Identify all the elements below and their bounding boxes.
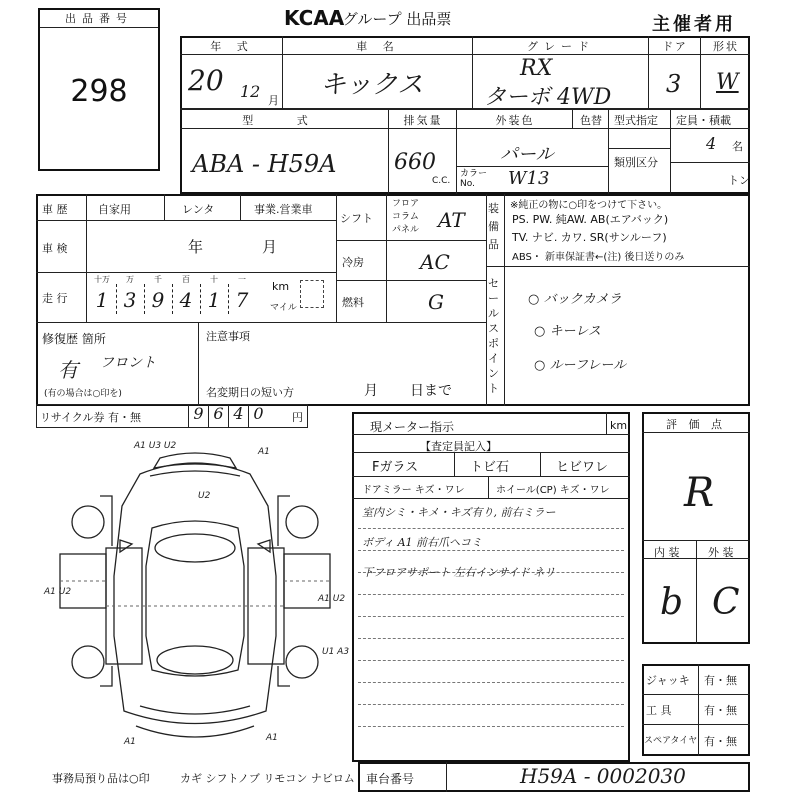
repair-label: 修復歴 箇所 <box>42 332 106 346</box>
score-label: 評 価 点 <box>666 418 726 431</box>
diagram-mark-left: A1 U2 <box>44 587 72 597</box>
shift-option-floor: フロア <box>392 199 420 209</box>
month-value: 12 <box>240 82 261 101</box>
mile-unit: マイル <box>270 303 297 313</box>
grade-label: グレード <box>527 40 595 53</box>
diagram-mark-hood: U2 <box>198 491 211 501</box>
equipment-line1: PS. PW. 純AW. AB(エアバック) <box>512 213 669 226</box>
spare-options: 有・無 <box>704 735 737 748</box>
note-line <box>358 704 624 705</box>
selling-point-3: ○ ルーフレール <box>534 358 627 373</box>
inspector-note-3: 下フロアサポート 左右インサイド ネリ <box>362 566 556 579</box>
equipment-line3: ABS・ 新車保証書←(注) 後日送りのみ <box>512 252 685 263</box>
shift-value: AT <box>438 208 465 232</box>
ac-label: 冷房 <box>342 256 364 269</box>
rental-option: レンタ <box>182 203 215 216</box>
recycle-digit: 0 <box>248 404 268 428</box>
shift-option-column: コラム <box>392 212 419 222</box>
capacity-label: 定員・積載 <box>676 114 731 127</box>
year-label: 年 式 <box>210 40 254 53</box>
capacity-unit: 名 <box>732 140 743 153</box>
mileage-digit: 3 <box>123 288 137 312</box>
recycle-digit: 4 <box>228 404 248 428</box>
mileage-digit: 9 <box>151 288 165 312</box>
shift-option-panel: パネル <box>392 225 420 235</box>
inspector-title: 【査定員記入】 <box>420 440 497 453</box>
note-line <box>358 726 624 727</box>
tools-options: 有・無 <box>704 704 737 717</box>
color-no-value: W13 <box>508 168 550 189</box>
car-name-label: 車 名 <box>356 40 400 53</box>
lot-number-label: 出品番号 <box>40 10 158 28</box>
history-label: 車 歴 <box>42 203 68 216</box>
mileage-digit-unit: 万 <box>126 275 134 284</box>
diagram-mark-front: A1 U3 U2 <box>134 441 177 451</box>
cc-unit: C.C. <box>432 176 451 186</box>
name-change-day: 日まで <box>410 383 452 399</box>
wheel-label: ホイール(CP) キズ・ワレ <box>496 485 610 496</box>
brand-logo: KCAA <box>284 6 345 30</box>
inspector-note-2: ボディ A1 前右爪ヘコミ <box>362 536 483 549</box>
selling-point-1: ○ バックカメラ <box>528 292 622 307</box>
mileage-digit: 1 <box>95 288 109 312</box>
interior-score: b <box>660 582 684 623</box>
recycle-label: リサイクル券 有・無 <box>40 411 141 424</box>
ton-unit: トン <box>728 174 750 187</box>
selling-point-2: ○ キーレス <box>534 324 601 339</box>
organizer-label: 主催者用 <box>652 14 736 35</box>
lot-number-box <box>38 8 160 171</box>
shift-label: シフト <box>340 212 373 225</box>
jack-label: ジャッキ <box>646 674 690 687</box>
recycle-digit: 9 <box>188 404 208 428</box>
tools-label: 工 具 <box>646 704 672 717</box>
repair-location: フロント <box>100 355 156 371</box>
inspector-note-1: 室内シミ・キメ・キズ有り, 前右ミラー <box>362 506 556 519</box>
lot-number-value: 298 <box>70 74 128 109</box>
chip-label: トビ石 <box>470 460 510 475</box>
mileage-digit: 7 <box>235 288 249 312</box>
exterior-label: 外 装 <box>708 546 734 559</box>
car-name-value: キックス <box>320 70 424 100</box>
diagram-mark-rear-left: A1 <box>124 737 136 747</box>
diagram-mark-right-rear: U1 A3 <box>322 647 350 657</box>
class-label: 類別区分 <box>614 156 658 169</box>
grade-line2: ターボ 4WD <box>484 85 612 110</box>
note-line <box>358 682 624 683</box>
capacity-value: 4 <box>706 134 717 153</box>
equipment-note: ※純正の物に○印をつけて下さい。 <box>510 200 668 211</box>
inspection-month-unit: 月 <box>262 238 278 256</box>
repair-note: (有の場合は○印を) <box>44 389 122 399</box>
mileage-digit: 4 <box>179 288 193 312</box>
diagram-mark-front-right: A1 <box>258 447 270 457</box>
note-line <box>358 616 624 617</box>
group-title: .グループ 出品票 <box>338 10 452 28</box>
business-use-option: 事業.営業車 <box>254 203 313 216</box>
mileage-digit-unit: 千 <box>154 275 162 284</box>
chassis-label: 車台番号 <box>366 772 415 786</box>
displacement-value: 660 <box>394 150 436 175</box>
meter-label: 現メーター指示 <box>370 420 455 434</box>
year-value: 20 <box>188 64 224 97</box>
note-line <box>358 550 624 551</box>
fuel-value: G <box>428 290 444 314</box>
mileage-digit-unit: 十万 <box>94 275 110 284</box>
meter-km: km <box>610 419 628 432</box>
crack-label: ヒビワレ <box>556 460 609 475</box>
ext-color-value: パール <box>500 144 554 165</box>
recycle-yen: 円 <box>292 411 303 424</box>
f-glass-label: Fガラス <box>372 460 419 475</box>
spare-label: スペアタイヤ <box>644 736 698 746</box>
mile-checkbox[interactable] <box>300 280 324 308</box>
office-note: 事務局預り品は○印 <box>52 772 150 785</box>
color-change-label: 色替 <box>580 114 602 127</box>
mileage-digit-unit: 一 <box>238 275 246 284</box>
shape-label: 形状 <box>713 40 739 53</box>
note-line <box>358 594 624 595</box>
equipment-line2: TV. ナビ. カワ. SR(サンルーフ) <box>512 231 667 244</box>
exterior-score: C <box>712 582 740 623</box>
km-unit: km <box>272 280 290 293</box>
door-mirror-label: ドアミラー キズ・ワレ <box>362 485 465 496</box>
inspection-label: 車 検 <box>42 242 68 255</box>
recycle-digit: 6 <box>208 404 228 428</box>
model-label: 型 式 <box>242 114 328 127</box>
name-change-label: 名変期日の短い方 <box>206 386 294 399</box>
designation-label: 型式指定 <box>614 114 658 127</box>
displacement-label: 排気量 <box>403 114 443 127</box>
ext-color-label: 外装色 <box>495 114 535 127</box>
doors-value: 3 <box>666 70 682 98</box>
jack-options: 有・無 <box>704 674 737 687</box>
door-label: ドア <box>662 40 688 53</box>
name-change-month: 月 <box>364 383 378 399</box>
keys-list: カギ シフトノブ リモコン ナビロム <box>180 772 355 785</box>
model-code: ABA - H59A <box>192 150 337 178</box>
equipment-label: 装備品 <box>488 202 499 251</box>
mileage-label: 走 行 <box>42 292 68 305</box>
mileage-digit: 1 <box>207 288 221 312</box>
private-use-option: 自家用 <box>98 203 131 216</box>
note-line <box>358 638 624 639</box>
mileage-digit-unit: 百 <box>182 275 190 284</box>
fuel-label: 燃料 <box>342 296 364 309</box>
ac-value: AC <box>420 250 450 274</box>
caution-label: 注意事項 <box>206 330 250 343</box>
chassis-value: H59A - 0002030 <box>520 764 686 788</box>
color-no-label: カラーNo. <box>460 169 488 189</box>
month-unit: 月 <box>268 94 279 107</box>
grade-line1: RX <box>520 56 553 81</box>
mileage-digit-unit: 十 <box>210 275 218 284</box>
inspection-year-unit: 年 <box>188 238 204 256</box>
shape-value: W <box>716 70 739 95</box>
note-line <box>358 660 624 661</box>
selling-points-label: セールスポイント <box>488 277 499 395</box>
note-line <box>358 528 624 529</box>
score-value: R <box>684 470 715 516</box>
interior-label: 内 装 <box>654 546 680 559</box>
diagram-mark-rear-right: A1 <box>266 733 278 743</box>
diagram-mark-right: A1 U2 <box>318 594 346 604</box>
car-damage-diagram <box>40 436 350 758</box>
repair-value: 有 <box>58 358 78 382</box>
